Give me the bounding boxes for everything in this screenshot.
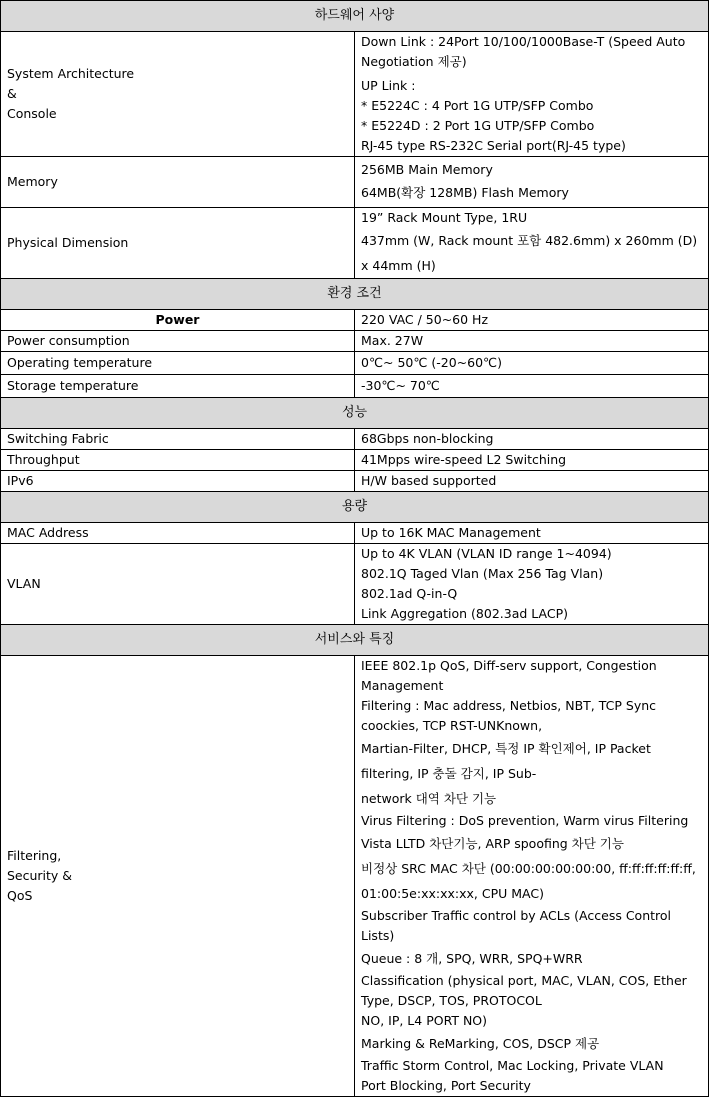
- value-line: 802.1Q Taged Vlan (Max 256 Tag Vlan): [361, 566, 604, 581]
- value-line: * E5224C : 4 Port 1G UTP/SFP Combo: [361, 98, 594, 113]
- row-system-architecture: [1, 32, 709, 157]
- value-line: Virus Filtering : DoS prevention, Warm virus Filtering: [361, 813, 689, 828]
- section-hardware: [1, 1, 709, 32]
- section-capacity: [1, 492, 709, 523]
- section-title: 하드웨어 사양: [1, 1, 709, 32]
- section-title: 환경 조건: [1, 279, 709, 310]
- value-line: Down Link : 24Port 10/100/1000Base-T (Speed Auto Negotiation 제공): [361, 34, 686, 69]
- row-filtering-security-qos: [1, 656, 709, 1097]
- row-ipv6: [1, 471, 709, 492]
- row-label: Power consumption: [1, 331, 355, 352]
- row-value: [355, 656, 709, 1097]
- row-physical-dimension: [1, 208, 709, 279]
- label-line: &: [7, 86, 17, 101]
- row-value: [355, 208, 709, 279]
- row-power-consumption: [1, 331, 709, 352]
- row-value: Max. 27W: [355, 331, 709, 352]
- label-line: Security &: [7, 868, 73, 883]
- label-line: QoS: [7, 888, 33, 903]
- value-line: 19” Rack Mount Type, 1RU: [361, 210, 528, 225]
- value-line: Vista LLTD 차단기능, ARP spoofing 차단 기능: [361, 836, 624, 851]
- row-throughput: [1, 450, 709, 471]
- row-label: [1, 656, 355, 1097]
- row-value: H/W based supported: [355, 471, 709, 492]
- row-value: 68Gbps non-blocking: [355, 429, 709, 450]
- section-title: 서비스와 특징: [1, 625, 709, 656]
- value-line: Marking & ReMarking, COS, DSCP 제공: [361, 1036, 600, 1051]
- value-line: 256MB Main Memory: [361, 161, 493, 177]
- row-label: VLAN: [1, 544, 355, 625]
- value-line: network 대역 차단 기능: [361, 791, 497, 806]
- value-line: * E5224D : 2 Port 1G UTP/SFP Combo: [361, 118, 595, 133]
- label-line: System Architecture: [7, 66, 135, 81]
- row-label: [1, 32, 355, 157]
- row-value: 0℃~ 50℃ (-20~60℃): [355, 352, 709, 375]
- label-line: Console: [7, 106, 57, 121]
- row-storage-temperature: [1, 375, 709, 398]
- row-mac-address: [1, 523, 709, 544]
- section-performance: [1, 398, 709, 429]
- value-line: Queue : 8 개, SPQ, WRR, SPQ+WRR: [361, 951, 583, 966]
- row-value: 41Mpps wire-speed L2 Switching: [355, 450, 709, 471]
- row-label: MAC Address: [1, 523, 355, 544]
- value-line: Classification (physical port, MAC, VLAN, COS, Ether Type, DSCP, TOS, PROTOCOL: [361, 973, 687, 1008]
- row-label: Operating temperature: [1, 352, 355, 375]
- value-line: IEEE 802.1p QoS, Diff-serv support, Congestion Management: [361, 658, 657, 693]
- value-line: Port Blocking, Port Security: [361, 1078, 531, 1093]
- value-line: Subscriber Traffic control by ACLs (Access Control Lists): [361, 908, 671, 943]
- row-value: [355, 544, 709, 625]
- row-value: [355, 157, 709, 208]
- row-switching-fabric: [1, 429, 709, 450]
- section-title: 성능: [1, 398, 709, 429]
- row-power: [1, 310, 709, 331]
- row-label: Memory: [1, 157, 355, 208]
- row-value: -30℃~ 70℃: [355, 375, 709, 398]
- section-title: 용량: [1, 492, 709, 523]
- value-line: Traffic Storm Control, Mac Locking, Private VLAN: [361, 1058, 664, 1073]
- section-environment: [1, 279, 709, 310]
- row-value: Up to 16K MAC Management: [355, 523, 709, 544]
- value-line: Link Aggregation (802.3ad LACP): [361, 606, 569, 621]
- label-line: Filtering,: [7, 848, 62, 863]
- value-line: UP Link :: [361, 78, 416, 93]
- value-line: 437mm (W, Rack mount 포함 482.6mm) x 260mm (D) x 44mm (H): [361, 233, 698, 273]
- value-line: NO, IP, L4 PORT NO): [361, 1013, 488, 1028]
- row-label: Throughput: [1, 450, 355, 471]
- row-label: Physical Dimension: [1, 208, 355, 279]
- row-label: Storage temperature: [1, 375, 355, 398]
- row-label: Power: [1, 310, 355, 331]
- row-memory: [1, 157, 709, 208]
- value-line: Filtering : Mac address, Netbios, NBT, TCP Sync coockies, TCP RST-UNKnown,: [361, 698, 657, 733]
- value-line: Up to 4K VLAN (VLAN ID range 1~4094): [361, 546, 612, 561]
- row-vlan: [1, 544, 709, 625]
- row-label: IPv6: [1, 471, 355, 492]
- value-line: Martian-Filter, DHCP, 특정 IP 확인제어, IP Packet filtering, IP 충돌 감지, IP Sub-: [361, 741, 651, 781]
- row-label: Switching Fabric: [1, 429, 355, 450]
- row-operating-temperature: [1, 352, 709, 375]
- value-line: 64MB(확장 128MB) Flash Memory: [361, 184, 569, 200]
- value-line: 비정상 SRC MAC 차단 (00:00:00:00:00:00, ff:ff:ff:ff:ff:ff, 01:00:5e:xx:xx:xx, CPU MAC): [361, 861, 696, 901]
- row-value: 220 VAC / 50~60 Hz: [355, 310, 709, 331]
- value-line: 802.1ad Q-in-Q: [361, 586, 458, 601]
- value-line: RJ-45 type RS-232C Serial port(RJ-45 type): [361, 138, 626, 153]
- section-services: [1, 625, 709, 656]
- row-value: [355, 32, 709, 157]
